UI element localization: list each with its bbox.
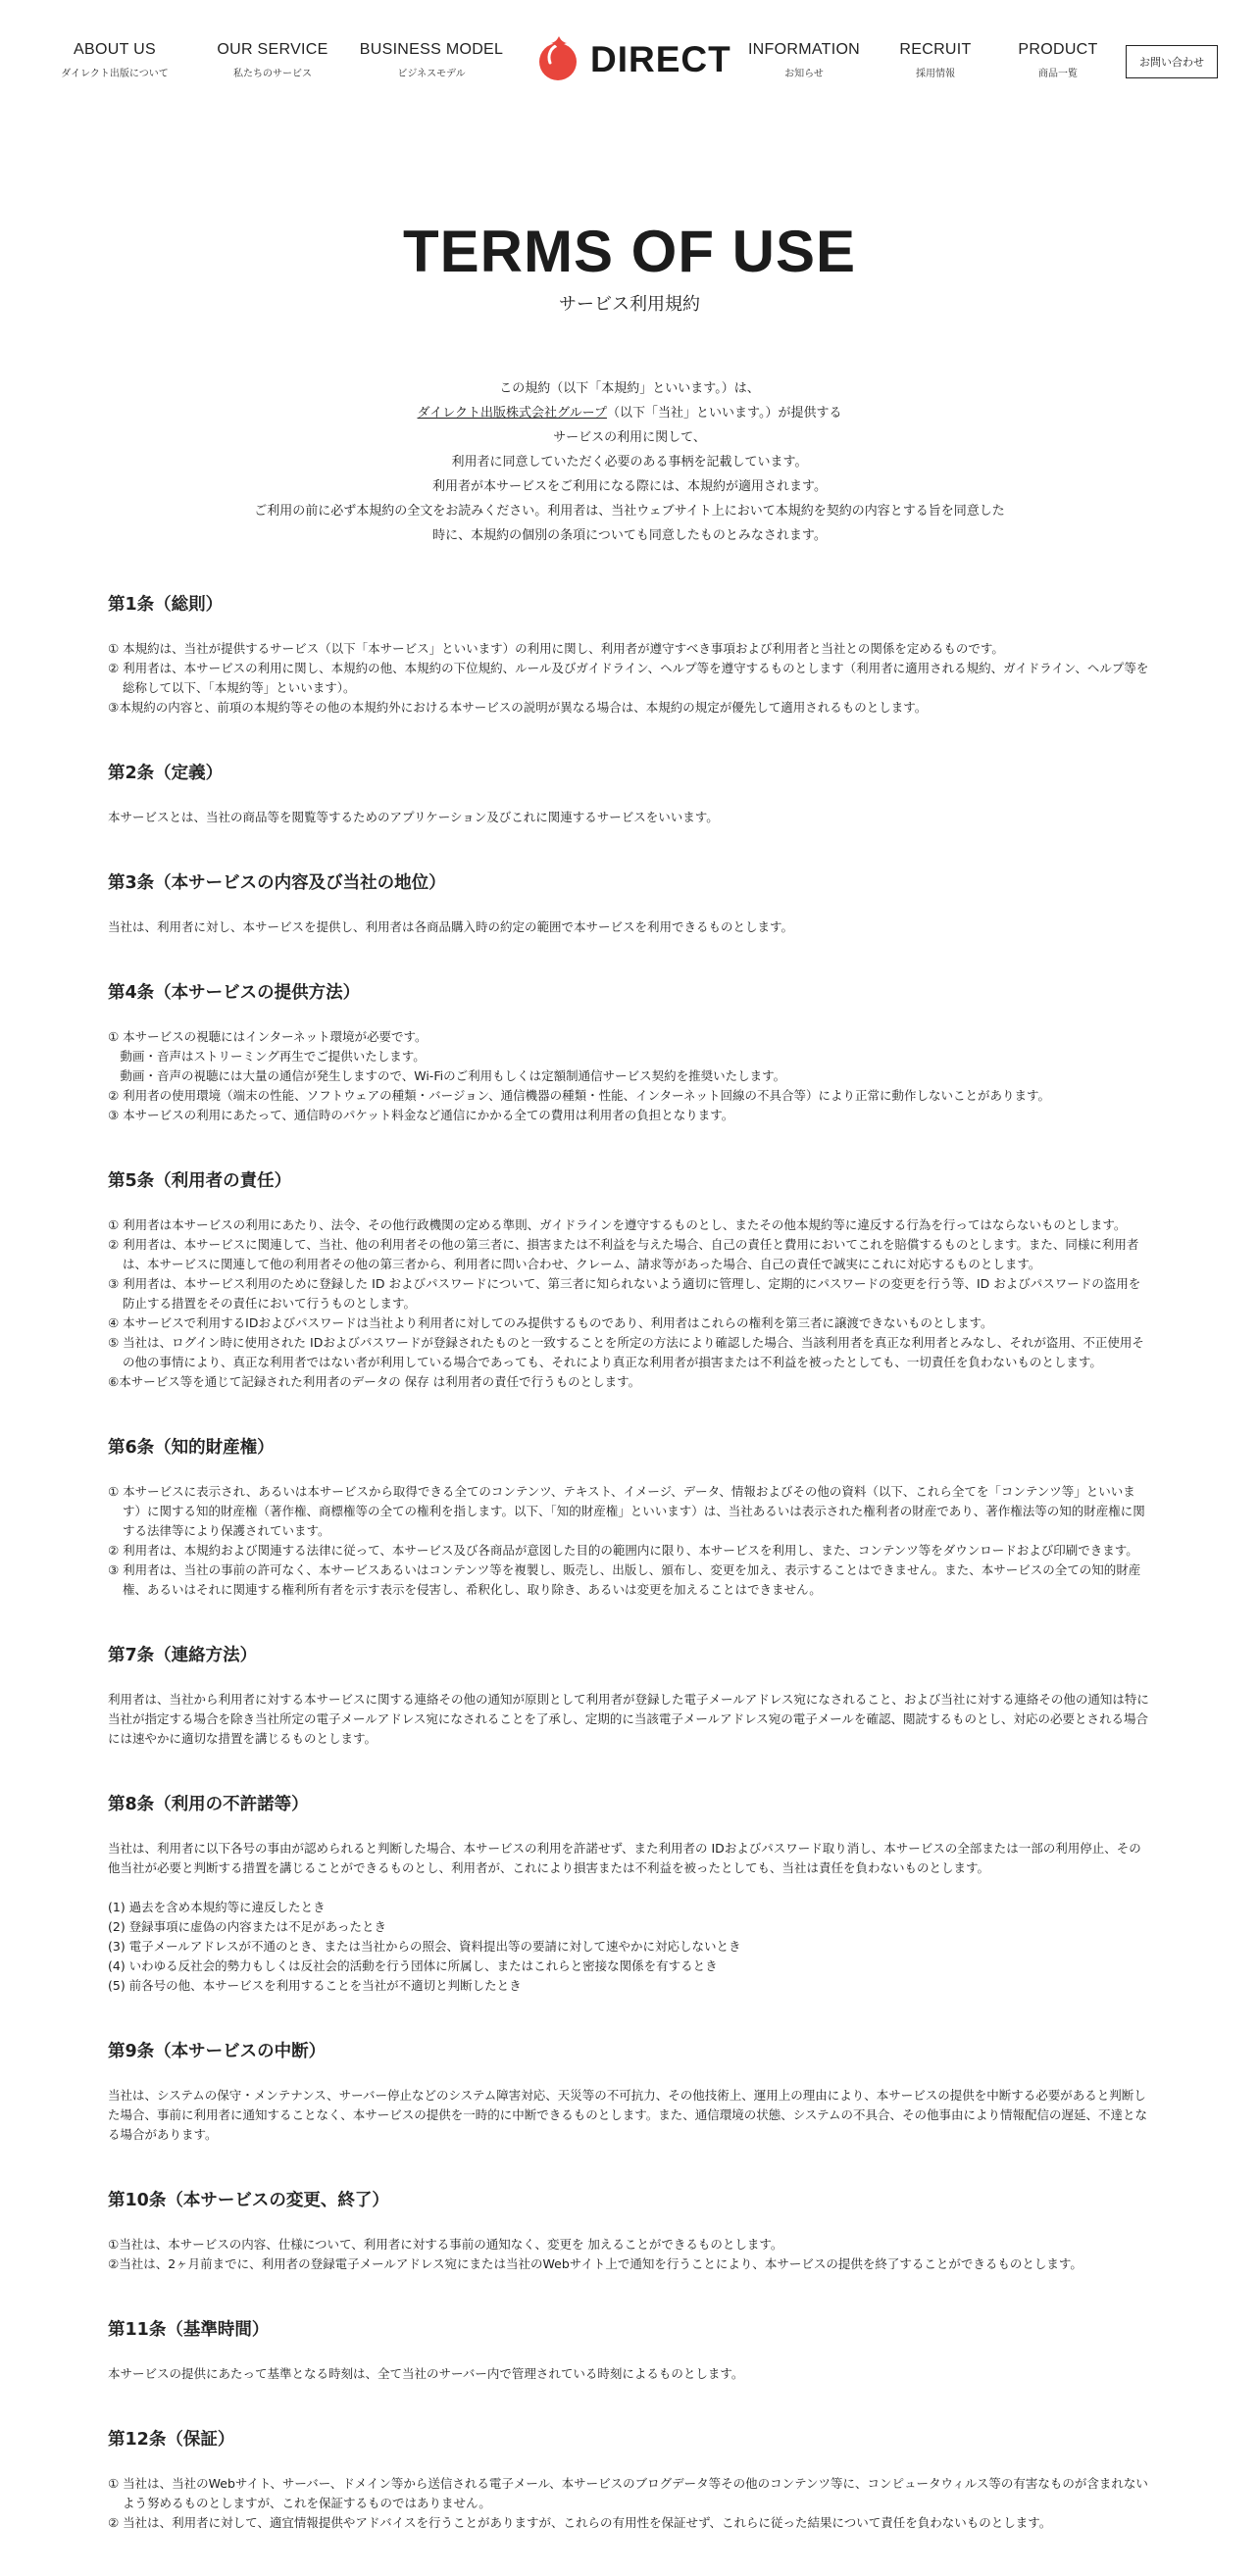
article-paragraph: 当社は、システムの保守・メンテナンス、サーバー停止などのシステム障害対応、天災等の不可抗力、その他技術上、運用上の理由により、本サービスの提供を中断する必要があると判断した場合、事前に利用者に通知することなく、本サービスの提供を一時的に中断できるものとします。また、通信環境の状態、システムの不具合、その他事由により情報配信の遅延、不達となる場合があります。 — [108, 2088, 1148, 2142]
terms-article — [108, 2317, 1151, 2384]
article-paragraph: ② 利用者は、本サービスに関連して、当社、他の利用者その他の第三者に、損害または不利益を与えた場合、自己の責任と費用においてこれを賠償するものとします。また、同様に利用者は、本サービスに関連して他の利用者その他の第三者から、利用者に問い合わせ、クレーム、請求等があった場合、自己の責任で誠実にこれに対応するものとします。 — [108, 1237, 1139, 1271]
terms-article — [108, 761, 1151, 827]
article-paragraph: 当社は、利用者に対し、本サービスを提供し、利用者は各商品購入時の約定の範囲で本サービスを利用できるものとします。 — [108, 919, 794, 934]
article-paragraph: ③ 利用者は、本サービス利用のために登録した ID およびパスワードについて、第三者に知られないよう適切に管理し、定期的にパスワードの変更を行う等、ID およびパスワードの盗用を防止する措置をその責任において行うものとします。 — [108, 1276, 1141, 1311]
terms-article — [108, 1792, 1151, 1996]
intro-line: 利用者に同意していただく必要のある事柄を記載しています。 — [451, 455, 808, 470]
article-title: 第5条（利用者の責任） — [108, 1171, 292, 1191]
direct-logo[interactable] — [537, 29, 731, 86]
nav-label: RECRUIT — [899, 41, 972, 58]
intro-line: この規約（以下「本規約」といいます。）は、 — [499, 381, 760, 396]
article-title: 第11条（基準時間） — [108, 2320, 270, 2340]
article-paragraph: ② 利用者は、本規約および関連する法律に従って、本サービス及び各商品が意図した目的の範囲内に限り、本サービスを利用し、また、コンテンツ等をダウンロードおよび印刷できます。 — [108, 1543, 1138, 1558]
terms-article — [108, 2427, 1151, 2533]
article-paragraph: 当社は、利用者に以下各号の事由が認められると判断した場合、本サービスの利用を許諾せず、また利用者の IDおよびパスワード取り消し、本サービスの全部または一部の利用停止、その他当社が必要と判断する措置を講じることができるものとし、利用者が、これにより損害または不利益を被ったとしても、当社は責任を負わないものとします。 — [108, 1841, 1141, 1875]
article-paragraph: (3) 電子メールアドレスが不通のとき、または当社からの照会、資料提出等の要請に対して速やかに対応しないとき — [108, 1939, 741, 1954]
article-paragraph: ③本規約の内容と、前項の本規約等その他の本規約外における本サービスの説明が異なる場合は、本規約の規定が優先して適用されるものとします。 — [108, 700, 928, 715]
article-paragraph: 動画・音声はストリーミング再生でご提供いたします。 — [108, 1049, 426, 1064]
nav-sublabel: ダイレクト出版について — [61, 69, 169, 79]
article-paragraph: (4) いわゆる反社会的勢力もしくは反社会的活動を行う団体に所属し、またはこれらと密接な関係を有するとき — [108, 1958, 718, 1973]
article-paragraph: ② 利用者は、本サービスの利用に関し、本規約の他、本規約の下位規約、ルール及びガイドライン、ヘルプ等を遵守するものとします（利用者に適用される規約、ガイドライン、ヘルプ等を総称して以下、「本規約等」といいます）。 — [108, 661, 1149, 695]
nav-label: BUSINESS MODEL — [359, 41, 504, 58]
article-paragraph: ② 利用者の使用環境（端末の性能、ソフトウェアの種類・バージョン、通信機器の種類・性能、インターネット回線の不具合等）により正常に動作しないことがあります。 — [108, 1088, 1051, 1103]
nav-label: OUR SERVICE — [217, 41, 328, 58]
article-paragraph: ③ 本サービスの利用にあたって、通信時のパケット料金など通信にかかる全ての費用は利用者の負担となります。 — [108, 1108, 734, 1122]
page-subtitle: サービス利用規約 — [559, 294, 700, 315]
intro-line: 時に、本規約の個別の条項についても同意したものとみなされます。 — [432, 528, 827, 543]
intro-line: ご利用の前に必ず本規約の全文をお読みください。利用者は、当社ウェブサイト上において本規約を契約の内容とする旨を同意した — [254, 504, 1005, 519]
terms-sections — [108, 592, 1151, 2576]
nav-label: PRODUCT — [1018, 41, 1098, 58]
terms-article — [108, 1643, 1151, 1749]
logo-text: DIRECT — [590, 39, 731, 79]
article-title: 第9条（本サービスの中断） — [108, 2042, 327, 2061]
nav-sublabel: 私たちのサービス — [233, 69, 312, 79]
article-paragraph: ① 本サービスに表示され、あるいは本サービスから取得できる全てのコンテンツ、テキスト、イメージ、データ、情報およびその他の資料（以下、これら全てを「コンテンツ等」といいます）に関する知的財産権（著作権、商標権等の全ての権利を指します。以下、「知的財産権」といいます）は、当社あるいは表示された権利者の財産であり、著作権法等の知的財産権に関する法律等により保護されています。 — [108, 1484, 1145, 1538]
article-paragraph: 動画・音声の視聴には大量の通信が発生しますので、Wi-Fiのご利用もしくは定額制通信サービス契約を推奨いたします。 — [108, 1068, 786, 1083]
article-title: 第4条（本サービスの提供方法） — [108, 983, 361, 1003]
article-paragraph: ④ 本サービスで利用するIDおよびパスワードは当社より利用者に対してのみ提供するものであり、利用者はこれらの権利を第三者に譲渡できないものとします。 — [108, 1315, 993, 1330]
article-paragraph: ①当社は、本サービスの内容、仕様について、利用者に対する事前の通知なく、変更を 加えることができるものとします。 — [108, 2237, 783, 2252]
article-paragraph: 利用者は、当社から利用者に対する本サービスに関する連絡その他の通知が原則として利用者が登録した電子メールアドレス宛になされること、および当社に対する連絡その他の通知は特に当社が指定する場合を除き当社所定の電子メールアドレス宛になされることを了承し、定期的に当該電子メールアドレス宛の電子メールを確認、閲読するものとし、対応の必要とされる場合には速やかに適切な措置を講じるものとします。 — [108, 1692, 1149, 1746]
article-title: 第12条（保証） — [108, 2430, 235, 2450]
contact-button[interactable]: お問い合わせ — [1126, 45, 1218, 78]
article-paragraph: ① 本規約は、当社が提供するサービス（以下「本サービス」といいます）の利用に関し、利用者が遵守すべき事項および利用者と当社との関係を定めるものです。 — [108, 641, 1004, 656]
intro-line: 利用者が本サービスをご利用になる際には、本規約が適用されます。 — [432, 479, 827, 494]
article-paragraph: ① 利用者は本サービスの利用にあたり、法令、その他行政機関の定める準則、ガイドラインを遵守するものとし、またその他本規約等に違反する行為を行ってはならないものとします。 — [108, 1217, 1127, 1232]
company-link[interactable]: ダイレクト出版株式会社グループ — [417, 406, 607, 421]
intro-line-rest: （以下「当社」といいます。）が提供する — [606, 406, 842, 421]
page-title: TERMS OF USE — [402, 219, 857, 284]
nav-sublabel: 採用情報 — [916, 69, 955, 79]
nav-sublabel: 商品一覧 — [1038, 69, 1078, 79]
article-paragraph: ③ 利用者は、当社の事前の許可なく、本サービスあるいはコンテンツ等を複製し、販売し、出版し、頒布し、変更を加え、表示することはできません。また、本サービスの全ての知的財産権、あるいはそれに関連する権利所有者を示す表示を侵害し、希釈化し、取り除き、あるいは変更を加えることはできません。 — [108, 1562, 1141, 1597]
article-title: 第8条（利用の不許諾等） — [108, 1795, 309, 1814]
nav-sublabel: お知らせ — [784, 69, 824, 79]
article-paragraph: ② 当社は、利用者に対して、適宜情報提供やアドバイスを行うことがありますが、これらの有用性を保証せず、これらに従った結果について責任を負わないものとします。 — [108, 2515, 1052, 2530]
intro-line: サービスの利用に関して、 — [553, 430, 706, 445]
nav-label: INFORMATION — [747, 41, 861, 58]
article-paragraph: (2) 登録事項に虚偽の内容または不足があったとき — [108, 1919, 387, 1934]
nav-label: ABOUT US — [74, 41, 156, 58]
terms-article — [108, 1168, 1151, 1392]
nav-sublabel: ビジネスモデル — [397, 69, 466, 79]
article-paragraph: ① 本サービスの視聴にはインターネット環境が必要です。 — [108, 1029, 428, 1044]
terms-article — [108, 592, 1151, 718]
terms-article — [108, 2039, 1151, 2145]
intro-text — [0, 376, 1259, 548]
terms-article — [108, 1435, 1151, 1600]
terms-article — [108, 980, 1151, 1125]
terms-article — [108, 870, 1151, 937]
article-title: 第3条（本サービスの内容及び当社の地位） — [108, 873, 446, 893]
article-paragraph: (5) 前各号の他、本サービスを利用することを当社が不適切と判断したとき — [108, 1978, 522, 1993]
article-paragraph: ⑤ 当社は、ログイン時に使用された IDおよびパスワードが登録されたものと一致することを所定の方法により確認した場合、当該利用者を真正な利用者とみなし、それが盗用、不正使用その他の事情により、真正な利用者ではない者が利用している場合であっても、それにより真正な利用者が損害または不利益を被ったとしても、一切責任を負わないものとします。 — [108, 1335, 1144, 1369]
paragraph-gap — [108, 1878, 1151, 1898]
article-title: 第10条（本サービスの変更、終了） — [108, 2191, 389, 2210]
intro-line — [0, 401, 1259, 425]
logo-mark-icon — [537, 33, 580, 82]
article-paragraph: ②当社は、2ヶ月前までに、利用者の登録電子メールアドレス宛にまたは当社のWebサイト上で通知を行うことにより、本サービスの提供を終了することができるものとします。 — [108, 2256, 1083, 2271]
nav-business-model[interactable] — [333, 41, 529, 79]
article-title: 第2条（定義） — [108, 764, 224, 783]
terms-article — [108, 2188, 1151, 2274]
article-paragraph: 本サービスの提供にあたって基準となる時刻は、全て当社のサーバー内で管理されている時刻によるものとします。 — [108, 2366, 744, 2381]
article-title: 第1条（総則） — [108, 595, 224, 615]
article-paragraph: ① 当社は、当社のWebサイト、サーバー、ドメイン等から送信される電子メール、本サービスのブログデータ等その他のコンテンツ等に、コンピュータウィルス等の有害なものが含まれないよう努めるものとしますが、これを保証するものではありません。 — [108, 2476, 1148, 2510]
article-paragraph: (1) 過去を含め本規約等に違反したとき — [108, 1900, 326, 1914]
site-header — [0, 0, 1259, 127]
article-paragraph: ⑥本サービス等を通じて記録された利用者のデータの 保存 は利用者の責任で行うものとします。 — [108, 1374, 641, 1389]
article-title: 第7条（連絡方法） — [108, 1646, 258, 1665]
article-paragraph: 本サービスとは、当社の商品等を閲覧等するためのアプリケーション及びこれに関連するサービスをいいます。 — [108, 810, 719, 824]
article-title: 第6条（知的財産権） — [108, 1438, 275, 1458]
